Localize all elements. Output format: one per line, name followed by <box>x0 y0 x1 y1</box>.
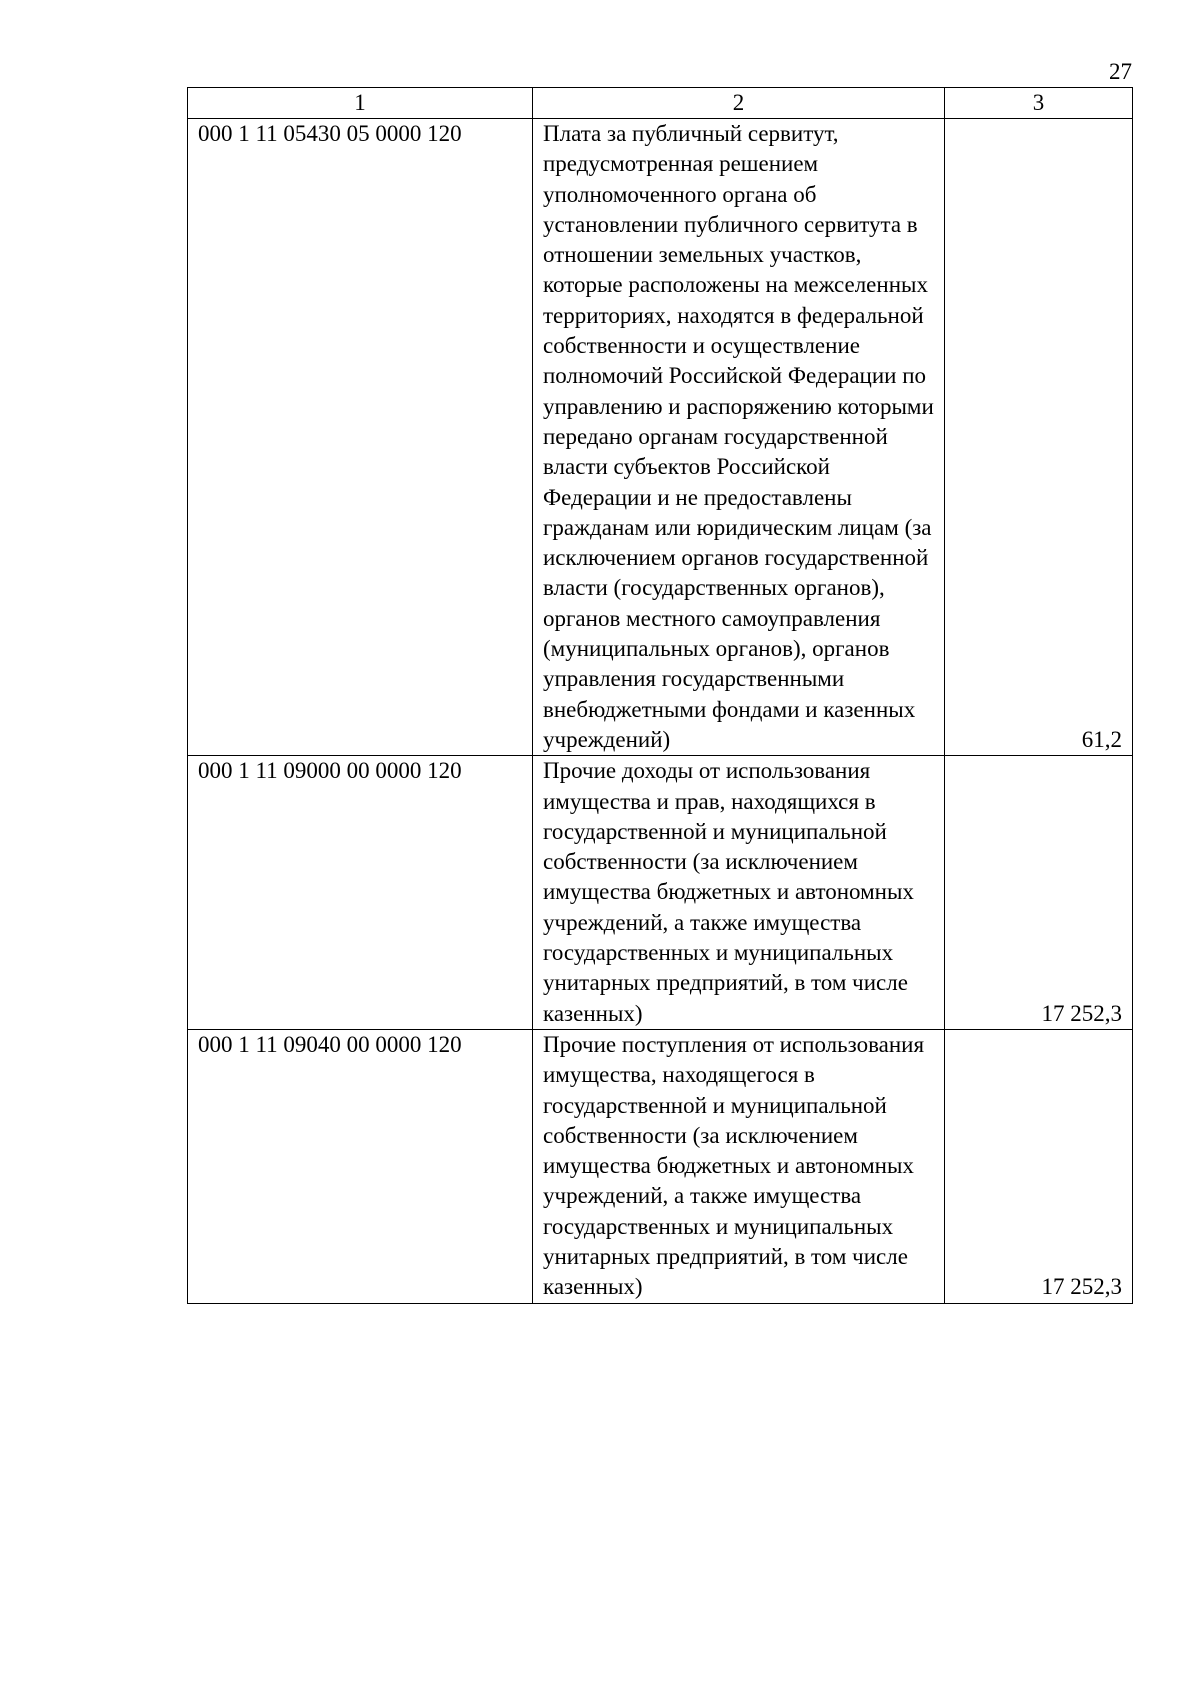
row-code: 000 1 11 09040 00 0000 120 <box>188 1029 533 1303</box>
row-amount: 17 252,3 <box>945 1029 1133 1303</box>
row-amount: 61,2 <box>945 119 1133 756</box>
table-row <box>188 119 1133 756</box>
row-name: Прочие поступления от использования имущества, находящегося в государственной и муниципальной собственности (за исключением имущества бюджетных и автономных учреждений, а также имущества государственных и муниципальных унитарных предприятий, в том числе казенных) <box>533 1029 945 1303</box>
row-code: 000 1 11 05430 05 0000 120 <box>188 119 533 756</box>
table-row <box>188 756 1133 1030</box>
table-row <box>188 1029 1133 1303</box>
column-header-name: 2 <box>533 88 945 119</box>
page-number: 27 <box>1109 59 1132 84</box>
column-header-amount: 3 <box>945 88 1133 119</box>
column-header-code: 1 <box>188 88 533 119</box>
revenue-table <box>187 87 1133 1304</box>
table-header-row <box>188 88 1133 119</box>
row-code: 000 1 11 09000 00 0000 120 <box>188 756 533 1030</box>
row-name: Прочие доходы от использования имущества и прав, находящихся в государственной и муниципальной собственности (за исключением имущества бюджетных и автономных учреждений, а также имущества государственных и муниципальных унитарных предприятий, в том числе казенных) <box>533 756 945 1030</box>
row-name: Плата за публичный сервитут, предусмотренная решением уполномоченного органа об установлении публичного сервитута в отношении земельных участков, которые расположены на межселенных территориях, находятся в федеральной собственности и осуществление полномочий Российской Федерации по управлению и распоряжению которыми передано органам государственной власти субъектов Российской Федерации и не предоставлены гражданам или юридическим лицам (за исключением органов государственной власти (государственных органов), органов местного самоуправления (муниципальных органов), органов управления государственными внебюджетными фондами и казенных учреждений) <box>533 119 945 756</box>
row-amount: 17 252,3 <box>945 756 1133 1030</box>
